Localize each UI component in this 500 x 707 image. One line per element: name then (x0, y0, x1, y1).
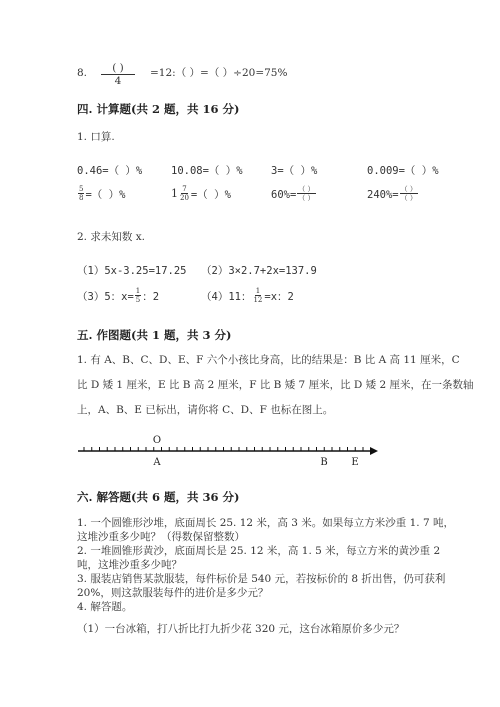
fraction: $\frac{( )}{( )}$ (298, 185, 315, 202)
number-line-arrow-icon (370, 447, 378, 455)
q8-rest: =12:（ ）=（ ）÷20=75% (150, 67, 288, 79)
q1-line-2: 这堆沙重多少吨？（得数保留整数） (77, 531, 245, 543)
section4-p2-label: 2. 求未知数 x. (77, 231, 145, 243)
section5-line-1: 1. 有 A、B、C、D、E、F 六个小孩比身高，比的结果是：B 比 A 高 11 厘米，C (77, 354, 460, 366)
q8-frac-den: 4 (114, 75, 122, 87)
equation-4: （4）11： $\frac{1}{12}$ =x：2 (201, 287, 294, 304)
q3-line-2: 20%，则这款服装每件的进价是多少元？ (77, 587, 269, 599)
section5-title: 五. 作图题(共 1 题，共 3 分) (77, 328, 232, 342)
point-b-label: B (320, 457, 328, 468)
section6-title: 六. 解答题(共 6 题，共 36 分) (77, 490, 240, 504)
fraction: $\frac{5}{8}$ (79, 185, 84, 202)
q8-number: 8. (77, 67, 88, 79)
q2-line-1: 2. 一堆圆锥形黄沙，底面周长是 25. 12 米，高 1. 5 米，每立方米的黄沙重 2 (77, 545, 441, 557)
fraction: $\frac{( )}{( )}$ (400, 185, 417, 202)
oral-6: 1 $\frac{7}{20}$ =（ ）% (171, 185, 231, 202)
equation-2: （2）3×2.7+2x=137.9 (201, 265, 317, 277)
oral-5: $\frac{5}{8}$ =（ ）% (79, 185, 126, 202)
q4-sub-1: （1）一台冰箱，打八折比打九折少花 320 元，这台冰箱原价多少元？ (77, 623, 405, 635)
section4-title: 四. 计算题(共 2 题，共 16 分) (77, 102, 240, 116)
oral-8: 240%= $\frac{( )}{( )}$ (367, 185, 417, 202)
oral-1: 0.46=（ ）% (77, 165, 143, 177)
origin-label: O (152, 435, 162, 446)
point-a-label: A (153, 457, 161, 468)
q8-fraction (101, 62, 135, 87)
q3-line-1: 3. 服装店销售某款服装，每件标价是 540 元，若按标价的 8 折出售，仍可获利 (77, 573, 446, 585)
oral-3: 3=（ ）% (271, 165, 318, 177)
equation-1: （1）5x-3.25=17.25 (77, 265, 187, 277)
equation-3: （3）5：x= $\frac{1}{5}$ ：2 (77, 287, 160, 304)
section5-line-2: 比 D 矮 1 厘米，E 比 B 高 2 厘米，F 比 B 矮 7 厘米，比 D 矮 2 厘米，在一条数轴 (77, 379, 474, 391)
q2-line-2: 吨，这堆沙重多少吨？ (77, 559, 182, 571)
q4-label: 4. 解答题。 (77, 601, 133, 613)
oral-4: 0.009=（ ）% (367, 165, 439, 177)
q8-frac-num: ( ) (101, 62, 135, 75)
oral-7: 60%= $\frac{( )}{( )}$ (271, 185, 315, 202)
fraction: $\frac{1}{5}$ (135, 287, 141, 304)
point-e-label: E (351, 457, 359, 468)
fraction: $\frac{1}{12}$ (253, 287, 263, 304)
fraction: $\frac{7}{20}$ (180, 185, 189, 202)
q1-line-1: 1. 一个圆锥形沙堆，底面周长 25. 12 米，高 3 米。如果每立方米沙重 1. 7 吨， (77, 517, 454, 529)
oral-2: 10.08=（ ）% (171, 165, 243, 177)
number-line (70, 430, 380, 470)
section5-line-3: 上，A、B、E 已标出，请你将 C、D、F 也标在图上。 (77, 404, 334, 416)
section4-p1-label: 1. 口算. (77, 131, 115, 143)
